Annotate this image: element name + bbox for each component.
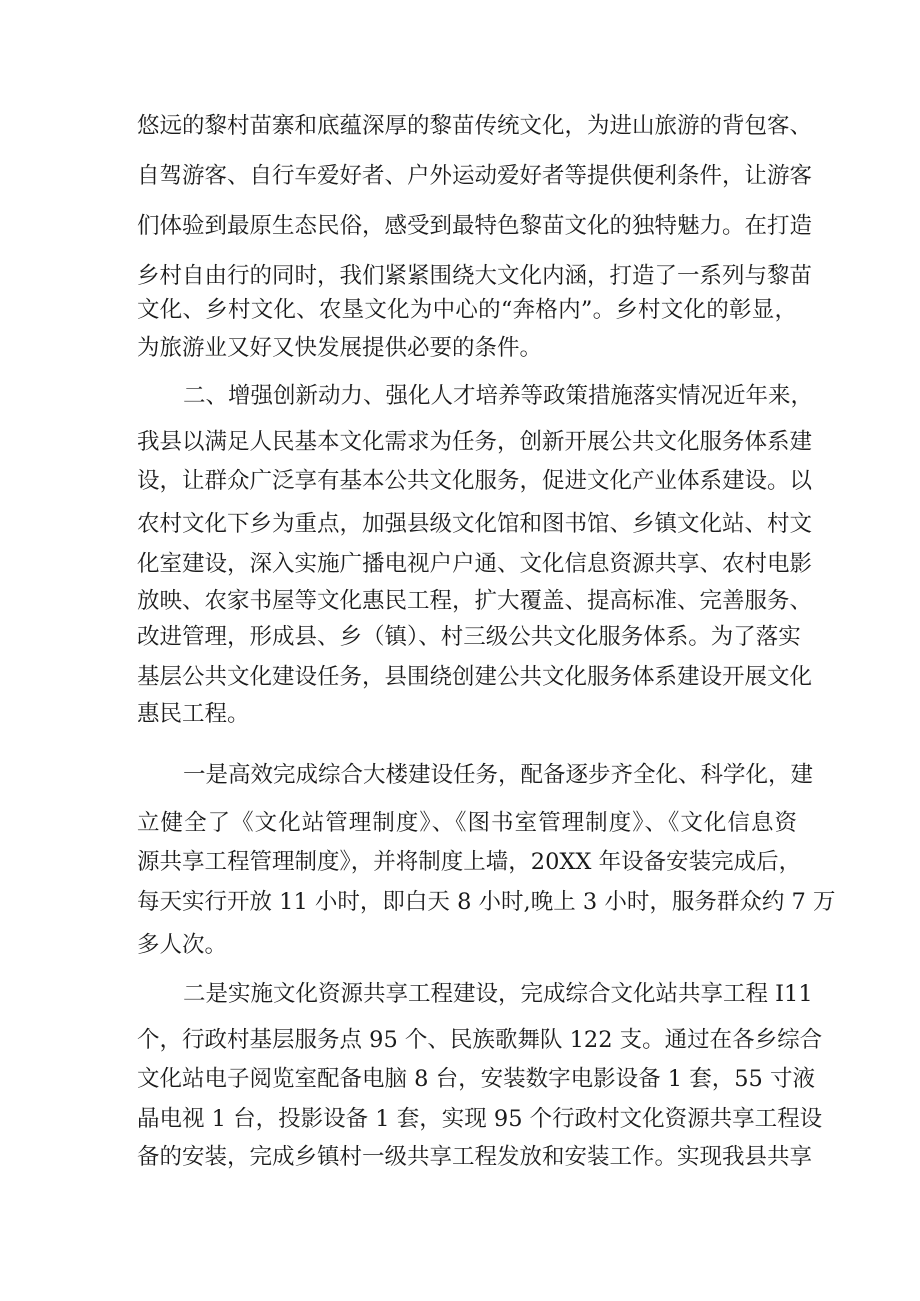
paragraph-2-line-1: 二、增强创新动力、强化人才培养等政策措施落实情况近年来， — [183, 383, 814, 409]
paragraph-2-line-9: 惠民工程。 — [137, 701, 250, 727]
paragraph-1-line-4: 乡村自由行的同时，我们紧紧围绕大文化内涵，打造了一系列与黎苗 — [137, 263, 813, 289]
paragraph-2-line-3: 设，让群众广泛享有基本公共文化服务，促进文化产业体系建设。以 — [137, 468, 813, 494]
paragraph-4-line-4: 晶电视 1 台，投影设备 1 套，实现 95 个行政村文化资源共享工程设 — [137, 1106, 823, 1132]
paragraph-1-line-6: 为旅游业又好又快发展提供必要的条件。 — [137, 335, 543, 361]
paragraph-3-line-4: 每天实行开放 11 小时，即白天 8 小时,晚上 3 小时，服务群众约 7 万 — [137, 889, 836, 915]
paragraph-2-line-8: 基层公共文化建设任务，县围绕创建公共文化服务体系建设开展文化 — [137, 664, 813, 690]
paragraph-2-line-6: 放映、农家书屋等文化惠民工程，扩大覆盖、提高标准、完善服务、 — [137, 588, 813, 614]
paragraph-3-line-1: 一是高效完成综合大楼建设任务，配备逐步齐全化、科学化，建 — [183, 762, 814, 788]
paragraph-1-line-2: 自驾游客、自行车爱好者、户外运动爱好者等提供便利条件，让游客 — [137, 163, 813, 189]
paragraph-2-line-5: 化室建设，深入实施广播电视户户通、文化信息资源共享、农村电影 — [137, 551, 813, 577]
paragraph-2-line-7: 改进管理，形成县、乡（镇）、村三级公共文化服务体系。为了落实 — [137, 624, 801, 650]
paragraph-4-line-5: 备的安装，完成乡镇村一级共享工程发放和安装工作。实现我县共享 — [137, 1144, 813, 1170]
paragraph-2-line-4: 农村文化下乡为重点，加强县级文化馆和图书馆、乡镇文化站、村文 — [137, 511, 813, 537]
paragraph-4-line-2: 个，行政村基层服务点 95 个、民族歌舞队 122 支。通过在各乡综合 — [137, 1027, 823, 1053]
paragraph-1-line-5: 文化、乡村文化、农垦文化为中心的“奔格内”。乡村文化的彰显， — [137, 297, 797, 323]
paragraph-3-line-2: 立健全了《文化站管理制度》、《图书室管理制度》、《文化信息资 — [137, 810, 797, 836]
paragraph-2-line-2: 我县以满足人民基本文化需求为任务，创新开展公共文化服务体系建 — [137, 429, 813, 455]
paragraph-4-line-3: 文化站电子阅览室配备电脑 8 台，安装数字电影设备 1 套，55 寸液 — [137, 1066, 816, 1092]
paragraph-1-line-3: 们体验到最原生态民俗，感受到最特色黎苗文化的独特魅力。在打造 — [137, 213, 813, 239]
paragraph-3-line-3: 源共享工程管理制度》，并将制度上墙，20XX 年设备安装完成后， — [137, 849, 802, 875]
paragraph-4-line-1: 二是实施文化资源共享工程建设，完成综合文化站共享工程 I11 — [183, 981, 813, 1007]
paragraph-3-line-5: 多人次。 — [137, 932, 228, 958]
paragraph-1-line-1: 悠远的黎村苗寨和底蕴深厚的黎苗传统文化，为进山旅游的背包客、 — [137, 113, 813, 139]
